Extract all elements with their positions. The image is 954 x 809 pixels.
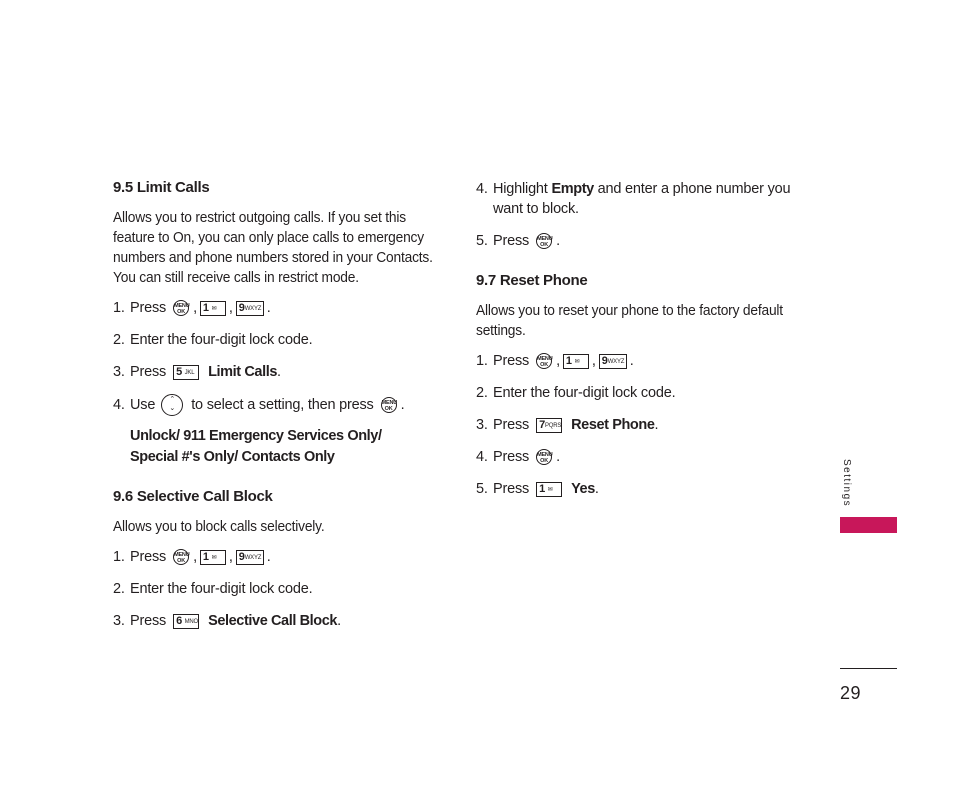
- menu-ok-key-icon: MENU OK: [536, 233, 552, 249]
- section-heading-limit-calls: 9.5 Limit Calls: [113, 179, 210, 196]
- section-heading-reset-phone: 9.7 Reset Phone: [476, 272, 588, 289]
- page-number: 29: [840, 683, 862, 703]
- menu-ok-key-icon: MENU OK: [381, 397, 397, 413]
- chapter-side-label: Settings: [841, 459, 852, 508]
- right-column: [476, 179, 806, 499]
- step-item: 4. Press MENU OK .: [476, 449, 560, 465]
- key-6-icon: 6 MNO: [173, 614, 199, 629]
- key-9-icon: 9WXYZ: [599, 354, 627, 369]
- step-item: 4. Highlight Empty and enter a phone number you want to block.: [476, 181, 791, 217]
- step-item: 4. Use ⌃ ⌄ to select a setting, then press MENU OK .: [113, 394, 443, 416]
- menu-ok-key-icon: MENU OK: [536, 449, 552, 465]
- key-7-icon: 7PQRS: [536, 418, 562, 433]
- menu-ok-key-icon: MENU OK: [173, 300, 189, 316]
- key-1-icon: 1 ✉: [563, 354, 589, 369]
- key-1-icon: 1 ✉: [200, 550, 226, 565]
- step-item: 2. Enter the four-digit lock code.: [476, 385, 676, 401]
- step-item: 1. Press MENU OK , 1 ✉ , 9WXYZ .: [113, 300, 271, 316]
- step-item: 5. Press MENU OK .: [476, 233, 560, 249]
- step-item: 3. Press 6 MNO Selective Call Block .: [113, 613, 341, 629]
- chapter-tab-marker: [840, 517, 897, 533]
- key-5-icon: 5 JKL: [173, 365, 199, 380]
- step-item: 1. Press MENU OK , 1 ✉ , 9WXYZ .: [476, 353, 634, 369]
- navigation-key-icon: ⌃ ⌄: [161, 394, 183, 416]
- key-1-icon: 1 ✉: [536, 482, 562, 497]
- left-column: [113, 179, 443, 631]
- section-heading-selective-call-block: 9.6 Selective Call Block: [113, 488, 273, 505]
- key-9-icon: 9WXYZ: [236, 301, 264, 316]
- section-body-limit-calls: Allows you to restrict outgoing calls. If you set this feature to On, you can only place calls to emergency numbers and phone numbers stored in your Contacts. You can still receive calls in restrict mode.: [113, 210, 433, 286]
- step-item: 3. Press 5 JKL Limit Calls .: [113, 364, 281, 380]
- step-item: 5. Press 1 ✉ Yes .: [476, 481, 599, 497]
- setting-options: Unlock/ 911 Emergency Services Only/ Special #'s Only/ Contacts Only: [130, 428, 382, 465]
- key-9-icon: 9WXYZ: [236, 550, 264, 565]
- menu-ok-key-icon: MENU OK: [536, 353, 552, 369]
- section-body-selective-call-block: Allows you to block calls selectively.: [113, 519, 325, 535]
- step-item: 2. Enter the four-digit lock code.: [113, 332, 313, 348]
- key-1-icon: 1 ✉: [200, 301, 226, 316]
- step-item: 3. Press 7PQRS Reset Phone .: [476, 417, 659, 433]
- footer-rule: [840, 668, 897, 669]
- step-item: 2. Enter the four-digit lock code.: [113, 581, 313, 597]
- section-body-reset-phone: Allows you to reset your phone to the factory default settings.: [476, 303, 783, 339]
- step-item: 1. Press MENU OK , 1 ✉ , 9WXYZ .: [113, 549, 271, 565]
- menu-ok-key-icon: MENU OK: [173, 549, 189, 565]
